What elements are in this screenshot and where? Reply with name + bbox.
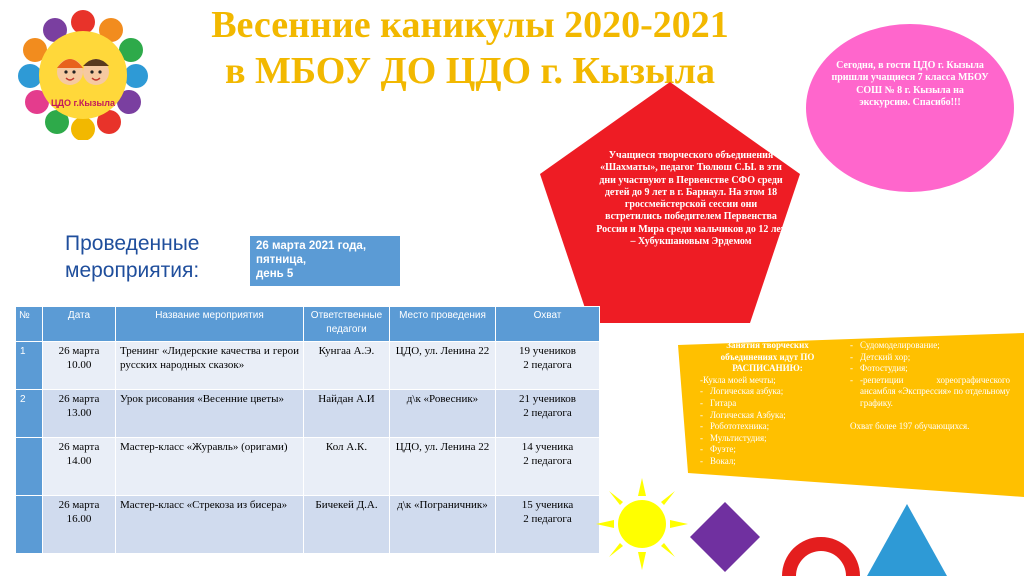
row-event-name: Мастер-класс «Стрекоза из бисера» bbox=[116, 496, 304, 554]
col-header-num: № bbox=[16, 307, 43, 342]
table-row bbox=[16, 342, 600, 390]
row-date bbox=[43, 438, 116, 496]
list-item: - Логическая азбука; bbox=[700, 386, 835, 398]
events-subtitle bbox=[65, 230, 200, 284]
col-header-cover: Охват bbox=[496, 307, 600, 342]
row-place: д\к «Пограничник» bbox=[390, 496, 496, 554]
schedule-heading: Занятия творческих объединениях идут ПО РАСПИСАНИЮ: bbox=[720, 340, 815, 374]
schedule-intro: -Кукла моей мечты; bbox=[700, 374, 776, 385]
visit-news-text: Сегодня, в гости ЦДО г. Кызыла пришли учащиеся 7 класса МБОУ СОШ № 8 г. Кызыла на экскурсию. Спасибо!!! bbox=[831, 60, 989, 108]
list-item: - Фотостудия; bbox=[850, 363, 1010, 375]
col-header-place: Место проведения bbox=[390, 307, 496, 342]
row-date bbox=[43, 342, 116, 390]
arch-shape bbox=[782, 516, 860, 576]
date-box bbox=[250, 236, 400, 286]
row-number bbox=[16, 438, 43, 496]
row-cover-students: 15 ученика bbox=[521, 499, 574, 511]
schedule-right-column bbox=[850, 340, 1010, 432]
schedule-coverage: Охват более 197 обучающихся. bbox=[850, 420, 970, 431]
table-header-row bbox=[16, 307, 600, 342]
row-place: ЦДО, ул. Ленина 22 bbox=[390, 342, 496, 390]
chess-news-text: Учащиеся творческого объединения «Шахматы», педагог Тюлюш С.Ы. в эти дни участвуют в Первенстве СФО среди детей до 9 лет в г. Барнаул. На этом 18 гроссмейстерской сессии они встретились победителем Первенства России и Мира среди мальчиков до 12 лет – Хубукшановым Эрдемом bbox=[596, 150, 786, 248]
row-number: 1 bbox=[16, 342, 43, 390]
date-line-1: 26 марта 2021 года, bbox=[256, 240, 367, 252]
row-teacher: Бичекей Д.А. bbox=[304, 496, 390, 554]
row-cover-teachers: 2 педагога bbox=[523, 406, 572, 419]
col-header-name: Название мероприятия bbox=[116, 307, 304, 342]
list-item: - Логическая Азбука; bbox=[700, 410, 835, 422]
date-line-3: день 5 bbox=[256, 268, 294, 280]
row-event-name: Урок рисования «Весенние цветы» bbox=[116, 390, 304, 438]
row-date bbox=[43, 390, 116, 438]
row-cover-teachers: 2 педагога bbox=[523, 358, 572, 371]
col-header-date: Дата bbox=[43, 307, 116, 342]
events-table bbox=[15, 306, 600, 554]
row-date-day: 26 марта bbox=[58, 345, 100, 357]
list-item: - Мультистудия; bbox=[700, 433, 835, 445]
schedule-left-column bbox=[700, 340, 835, 468]
sun-icon bbox=[596, 478, 688, 570]
list-item: - Гитара bbox=[700, 398, 835, 410]
row-date bbox=[43, 496, 116, 554]
row-place: д\к «Ровесник» bbox=[390, 390, 496, 438]
row-cover-students: 14 ученика bbox=[521, 441, 574, 453]
row-cover-teachers: 2 педагога bbox=[523, 454, 572, 467]
row-cover-students: 21 учеников bbox=[519, 393, 576, 405]
row-date-time: 14.00 bbox=[66, 454, 92, 467]
date-line-2: пятница, bbox=[256, 254, 307, 266]
row-date-day: 26 марта bbox=[58, 499, 100, 511]
row-date-time: 16.00 bbox=[66, 512, 92, 525]
list-item: - Детский хор; bbox=[850, 352, 1010, 364]
row-event-name: Мастер-класс «Журавль» (оригами) bbox=[116, 438, 304, 496]
row-number: 2 bbox=[16, 390, 43, 438]
schedule-right-list bbox=[850, 340, 1010, 410]
col-header-teacher: Ответственные педагоги bbox=[304, 307, 390, 342]
row-date-time: 10.00 bbox=[66, 358, 92, 371]
list-item: - Вокал; bbox=[700, 456, 835, 468]
diamond-shape bbox=[690, 502, 760, 572]
row-event-name: Тренинг «Лидерские качества и герои русских народных сказок» bbox=[116, 342, 304, 390]
list-item: - -репетиции хореографического ансамбля «Экспрессия» по отдельному графику. bbox=[850, 375, 1010, 410]
title-line-1: Весенние каникулы 2020-2021 bbox=[211, 4, 729, 46]
title-line-2: в МБОУ ДО ЦДО г. Кызыла bbox=[225, 50, 715, 92]
row-cover-students: 19 учеников bbox=[519, 345, 576, 357]
subtitle-line-1: Проведенные bbox=[65, 232, 200, 255]
date-callout bbox=[250, 236, 400, 286]
row-cover bbox=[496, 390, 600, 438]
row-cover bbox=[496, 342, 600, 390]
triangle-shape bbox=[867, 504, 947, 576]
row-cover-teachers: 2 педагога bbox=[523, 512, 572, 525]
table-row bbox=[16, 438, 600, 496]
list-item: - Робототехника; bbox=[700, 421, 835, 433]
table-row bbox=[16, 390, 600, 438]
list-item: - Судомоделирование; bbox=[850, 340, 1010, 352]
subtitle-line-2: мероприятия: bbox=[65, 259, 200, 282]
logo-text: ЦДО г.Кызыла bbox=[51, 98, 115, 108]
row-date-day: 26 марта bbox=[58, 441, 100, 453]
row-place: ЦДО, ул. Ленина 22 bbox=[390, 438, 496, 496]
row-cover bbox=[496, 496, 600, 554]
row-teacher: Найдан А.И bbox=[304, 390, 390, 438]
list-item: - Фуэте; bbox=[700, 444, 835, 456]
table-row bbox=[16, 496, 600, 554]
row-date-day: 26 марта bbox=[58, 393, 100, 405]
row-teacher: Кол А.К. bbox=[304, 438, 390, 496]
row-cover bbox=[496, 438, 600, 496]
schedule-left-list bbox=[700, 386, 835, 467]
row-date-time: 13.00 bbox=[66, 406, 92, 419]
row-teacher: Кунгаа А.Э. bbox=[304, 342, 390, 390]
cdo-logo bbox=[18, 10, 148, 140]
row-number bbox=[16, 496, 43, 554]
